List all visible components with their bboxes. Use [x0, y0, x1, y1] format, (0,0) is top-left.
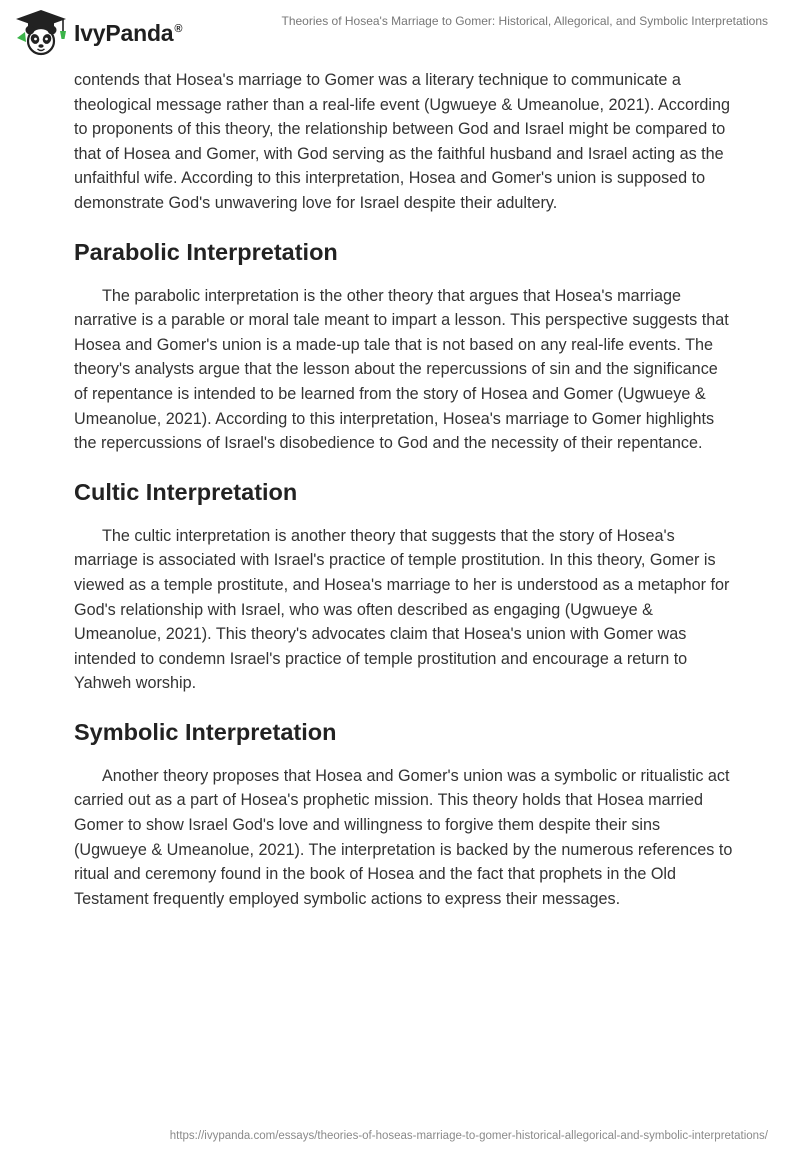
paragraph-symbolic-interpretation: Another theory proposes that Hosea and Gomer's union was a symbolic or ritualistic act carried out as a part of Hosea's prophetic mission. This theory holds that Hosea married Gomer to show Israel God's love and willingness to forgive them despite their sins (Ugwueye & Umeanolue, 2021). The interpretation is backed by the numerous references to ritual and ceremony found in the book of Hosea and the fact that prophets in the Old Testament frequently employed symbolic actions to express their messages. [74, 766, 733, 908]
ivypanda-logo[interactable] [14, 8, 182, 56]
logo-name: IvyPanda [74, 19, 174, 46]
paragraph-parabolic-interpretation: The parabolic interpretation is the other theory that argues that Hosea's marriage narrative is a parable or moral tale meant to impart a lesson. This perspective suggests that Hosea and Gomer's union is a made-up tale that is not based on any real-life events. The theory's analysts argue that the lesson about the repercussions of sin and the significance of repentance is intended to be learned from the story of Hosea and Gomer (Ugwueye & Umeanolue, 2021). According to this interpretation, Hosea's marriage to Gomer highlights the repercussions of Israel's disobedience to God and the necessity of their repentance. [74, 286, 729, 453]
registered-mark: ® [174, 22, 183, 35]
page-header [0, 0, 800, 60]
heading-cultic-interpretation: Cultic Interpretation [74, 478, 298, 505]
essay-content [74, 68, 734, 911]
document-title: Theories of Hosea's Marriage to Gomer: Historical, Allegorical, and Symbolic Interpretations [281, 14, 768, 28]
heading-symbolic-interpretation: Symbolic Interpretation [74, 718, 337, 745]
source-url[interactable]: https://ivypanda.com/essays/theories-of-hoseas-marriage-to-gomer-historical-allegorical-and-symbolic-interpretations/ [169, 1130, 768, 1142]
intro-paragraph: contends that Hosea's marriage to Gomer was a literary technique to communicate a theological message rather than a real-life event (Ugwueye & Umeanolue, 2021). According to proponents of this theory, the relationship between God and Israel might be compared to that of Hosea and Gomer, with God serving as the faithful husband and Israel acting as the unfaithful wife. According to this interpretation, Hosea and Gomer's union is supposed to demonstrate God's unwavering love for Israel despite their adultery. [74, 71, 730, 212]
heading-parabolic-interpretation: Parabolic Interpretation [74, 238, 338, 265]
panda-graduate-icon [14, 8, 68, 56]
paragraph-cultic-interpretation: The cultic interpretation is another theory that suggests that the story of Hosea's marriage is associated with Israel's practice of temple prostitution. In this theory, Gomer is viewed as a temple prostitute, and Hosea's marriage to her is understood as a metaphor for God's relationship with Israel, who was often described as engaging (Ugwueye & Umeanolue, 2021). This theory's advocates claim that Hosea's union with Gomer was intended to condemn Israel's practice of temple prostitution and encourage a return to Yahweh worship. [74, 526, 730, 693]
logo-wordmark [74, 20, 182, 47]
